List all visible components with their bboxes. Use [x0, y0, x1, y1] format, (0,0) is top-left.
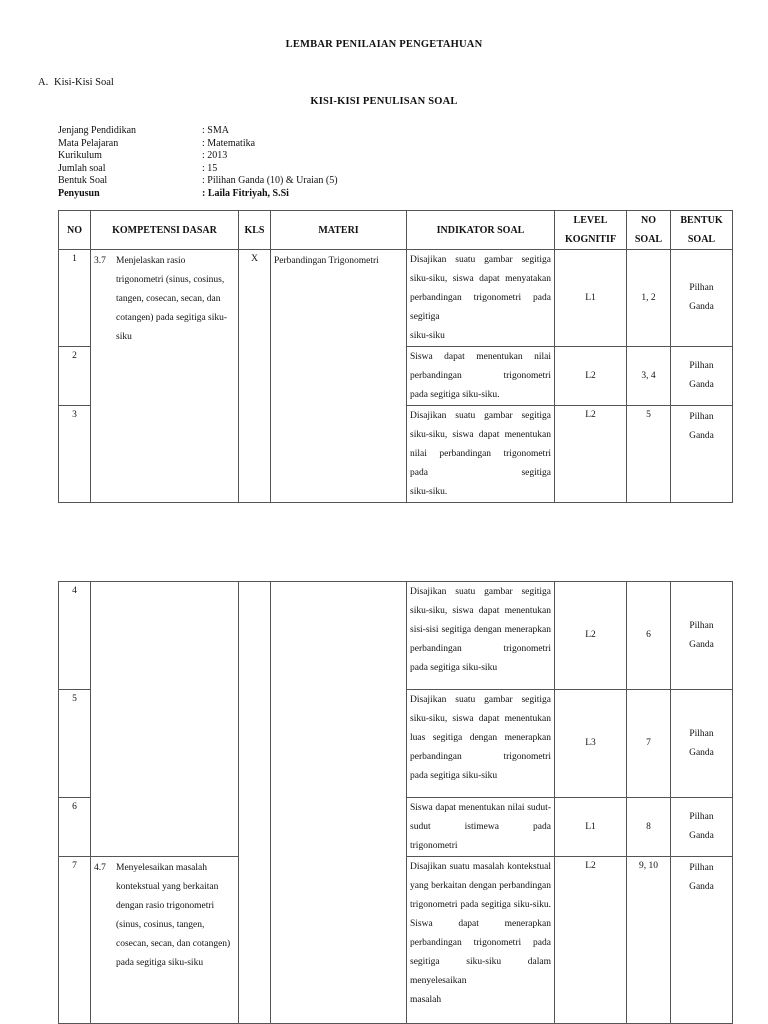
indikator-cell — [407, 857, 555, 1024]
table-title: KISI-KISI PENULISAN SOAL — [310, 96, 458, 107]
kisi-kisi-table-part-2 — [58, 581, 733, 1024]
indikator-text: Disajikan suatu gambar segitiga siku-siku, siswa dapat menentukan luas segitiga dengan menerapkan perbandingan trigonometri — [410, 695, 551, 762]
indikator-text: Disajikan suatu gambar segitiga siku-siku, siswa dapat menentukan sisi-sisi segitiga dengan menerapkan perbandingan trigonometri — [410, 587, 551, 654]
kompetensi-dasar-cell-empty — [91, 582, 239, 857]
materi-cell-empty — [271, 582, 407, 1024]
meta-row-penyusun — [58, 188, 338, 201]
level-cell: L1 — [555, 250, 627, 347]
bentuk-line: Ganda — [689, 882, 714, 892]
header-no-soal — [627, 211, 671, 250]
header-nosoal-line: SOAL — [634, 234, 663, 245]
kompetensi-dasar-cell — [91, 250, 239, 503]
meta-value: : Matematika — [202, 137, 256, 149]
indikator-cell — [407, 347, 555, 406]
level-cell: L2 — [555, 582, 627, 690]
kd-text: Menyelesaikan masalah kontekstual yang berkaitan dengan rasio trigonometri (sinus, cosinus, tangen, cosecan, secan, dan cotangen) pada segitiga siku-siku — [116, 863, 231, 968]
meta-key: Bentuk Soal — [58, 175, 108, 187]
no-soal-cell: 6 — [627, 582, 671, 690]
header-no: NO — [59, 211, 91, 250]
meta-row-kurikulum — [58, 150, 338, 163]
row-number: 2 — [59, 347, 91, 406]
level-cell: L3 — [555, 690, 627, 798]
kd-number: 4.7 — [94, 863, 106, 873]
table-row — [59, 250, 733, 347]
meta-key: Penyusun — [58, 187, 100, 199]
page-title: LEMBAR PENILAIAN PENGETAHUAN — [285, 39, 483, 50]
kisi-kisi-table-part-1 — [58, 210, 733, 503]
meta-key: Jumlah soal — [58, 162, 106, 174]
document-metadata — [58, 125, 338, 201]
bentuk-line: Ganda — [689, 302, 714, 312]
materi-cell: Perbandingan Trigonometri — [271, 250, 407, 503]
level-cell: L2 — [555, 857, 627, 1024]
indikator-text: Disajikan suatu gambar segitiga siku-siku, siswa dapat menyatakan perbandingan trigonometri pada segitiga — [410, 255, 551, 322]
level-cell: L2 — [555, 406, 627, 503]
bentuk-line: Pilhan — [689, 728, 714, 739]
bentuk-line: Pilhan — [689, 361, 714, 371]
header-level-kognitif — [555, 211, 627, 250]
row-number: 5 — [59, 690, 91, 798]
table-header-row — [59, 211, 733, 250]
header-level-line: LEVEL — [573, 215, 608, 226]
indikator-text-end: masalah — [410, 995, 442, 1005]
no-soal-cell: 8 — [627, 798, 671, 857]
level-cell: L2 — [555, 347, 627, 406]
header-bentuk-soal — [671, 211, 733, 250]
bentuk-soal-cell — [671, 857, 733, 1024]
header-kompetensi-dasar: KOMPETENSI DASAR — [91, 211, 239, 250]
bentuk-line: Pilhan — [689, 620, 714, 631]
meta-key: Mata Pelajaran — [58, 137, 119, 149]
header-indikator-soal: INDIKATOR SOAL — [407, 211, 555, 250]
header-nosoal-line: NO — [641, 215, 656, 226]
indikator-text: Siswa dapat menentukan nilai sudut-sudut istimewa pada — [410, 803, 551, 832]
row-number: 4 — [59, 582, 91, 690]
section-title: Kisi-Kisi Soal — [54, 77, 114, 88]
section-number: A. — [38, 77, 49, 88]
meta-value: : 2013 — [202, 150, 228, 162]
row-number: 1 — [59, 250, 91, 347]
meta-row-jenjang — [58, 125, 338, 138]
indikator-text-end: pada segitiga siku-siku — [410, 663, 498, 673]
level-cell: L1 — [555, 798, 627, 857]
bentuk-line: Ganda — [689, 431, 714, 441]
table-row — [59, 582, 733, 690]
bentuk-soal-cell — [671, 690, 733, 798]
meta-row-jumlah — [58, 163, 338, 176]
bentuk-soal-cell — [671, 582, 733, 690]
indikator-text-end: pada segitiga siku-siku — [410, 771, 498, 781]
bentuk-line: Ganda — [689, 831, 714, 841]
bentuk-line: Pilhan — [689, 283, 714, 293]
bentuk-soal-cell — [671, 250, 733, 347]
header-level-line: KOGNITIF — [564, 234, 617, 245]
indikator-cell — [407, 582, 555, 690]
no-soal-cell: 9, 10 — [627, 857, 671, 1024]
no-soal-cell: 1, 2 — [627, 250, 671, 347]
bentuk-line: Ganda — [689, 747, 714, 758]
indikator-text-end: siku-siku — [410, 331, 445, 341]
meta-row-mapel — [58, 138, 338, 151]
meta-row-bentuk — [58, 175, 338, 188]
kompetensi-dasar-cell — [91, 857, 239, 1024]
kls-cell-empty — [239, 582, 271, 1024]
kls-cell: X — [239, 250, 271, 503]
bentuk-soal-cell — [671, 798, 733, 857]
indikator-cell — [407, 250, 555, 347]
indikator-text-end: trigonometri — [410, 841, 458, 851]
indikator-text-end: siku-siku. — [410, 487, 448, 497]
no-soal-cell: 5 — [627, 406, 671, 503]
kd-text: Menjelaskan rasio trigonometri (sinus, cosinus, tangen, cosecan, secan, dan cotangen) pada segitiga siku-siku — [116, 256, 228, 342]
header-bentuk-line: SOAL — [687, 234, 716, 245]
bentuk-soal-cell — [671, 347, 733, 406]
meta-value: : Pilihan Ganda (10) & Uraian (5) — [202, 175, 338, 187]
row-number: 6 — [59, 798, 91, 857]
indikator-text: Siswa dapat menentukan nilai perbandingan trigonometri — [410, 352, 551, 381]
header-bentuk-line: BENTUK — [680, 215, 723, 226]
meta-key: Kurikulum — [58, 150, 102, 162]
kd-number: 3.7 — [94, 256, 106, 266]
header-materi: MATERI — [271, 211, 407, 250]
bentuk-soal-cell — [671, 406, 733, 503]
section-heading — [38, 77, 114, 88]
header-kls: KLS — [239, 211, 271, 250]
no-soal-cell: 7 — [627, 690, 671, 798]
indikator-text-end: pada segitiga siku-siku. — [410, 390, 500, 400]
bentuk-line: Pilhan — [689, 812, 714, 822]
no-soal-cell: 3, 4 — [627, 347, 671, 406]
indikator-text: Disajikan suatu masalah kontekstual yang berkaitan dengan perbandingan trigonometri pada segitiga siku-siku. Siswa dapat menerapkan perbandingan trigonometri pada segitiga siku-siku dalam menyelesaikan — [410, 862, 551, 986]
bentuk-line: Ganda — [689, 639, 714, 650]
bentuk-line: Pilhan — [689, 412, 714, 422]
meta-key: Jenjang Pendidikan — [58, 125, 137, 136]
row-number: 7 — [59, 857, 91, 1024]
meta-value: : SMA — [202, 125, 229, 136]
bentuk-line: Pilhan — [689, 863, 714, 873]
indikator-cell — [407, 798, 555, 857]
meta-value: : Laila Fitriyah, S.Si — [202, 187, 289, 199]
bentuk-line: Ganda — [689, 380, 714, 390]
row-number: 3 — [59, 406, 91, 503]
indikator-text: Disajikan suatu gambar segitiga siku-siku, siswa dapat menentukan nilai perbandingan trigonometri pada segitiga — [410, 411, 551, 478]
indikator-cell — [407, 690, 555, 798]
indikator-cell — [407, 406, 555, 503]
meta-value: : 15 — [202, 162, 218, 174]
